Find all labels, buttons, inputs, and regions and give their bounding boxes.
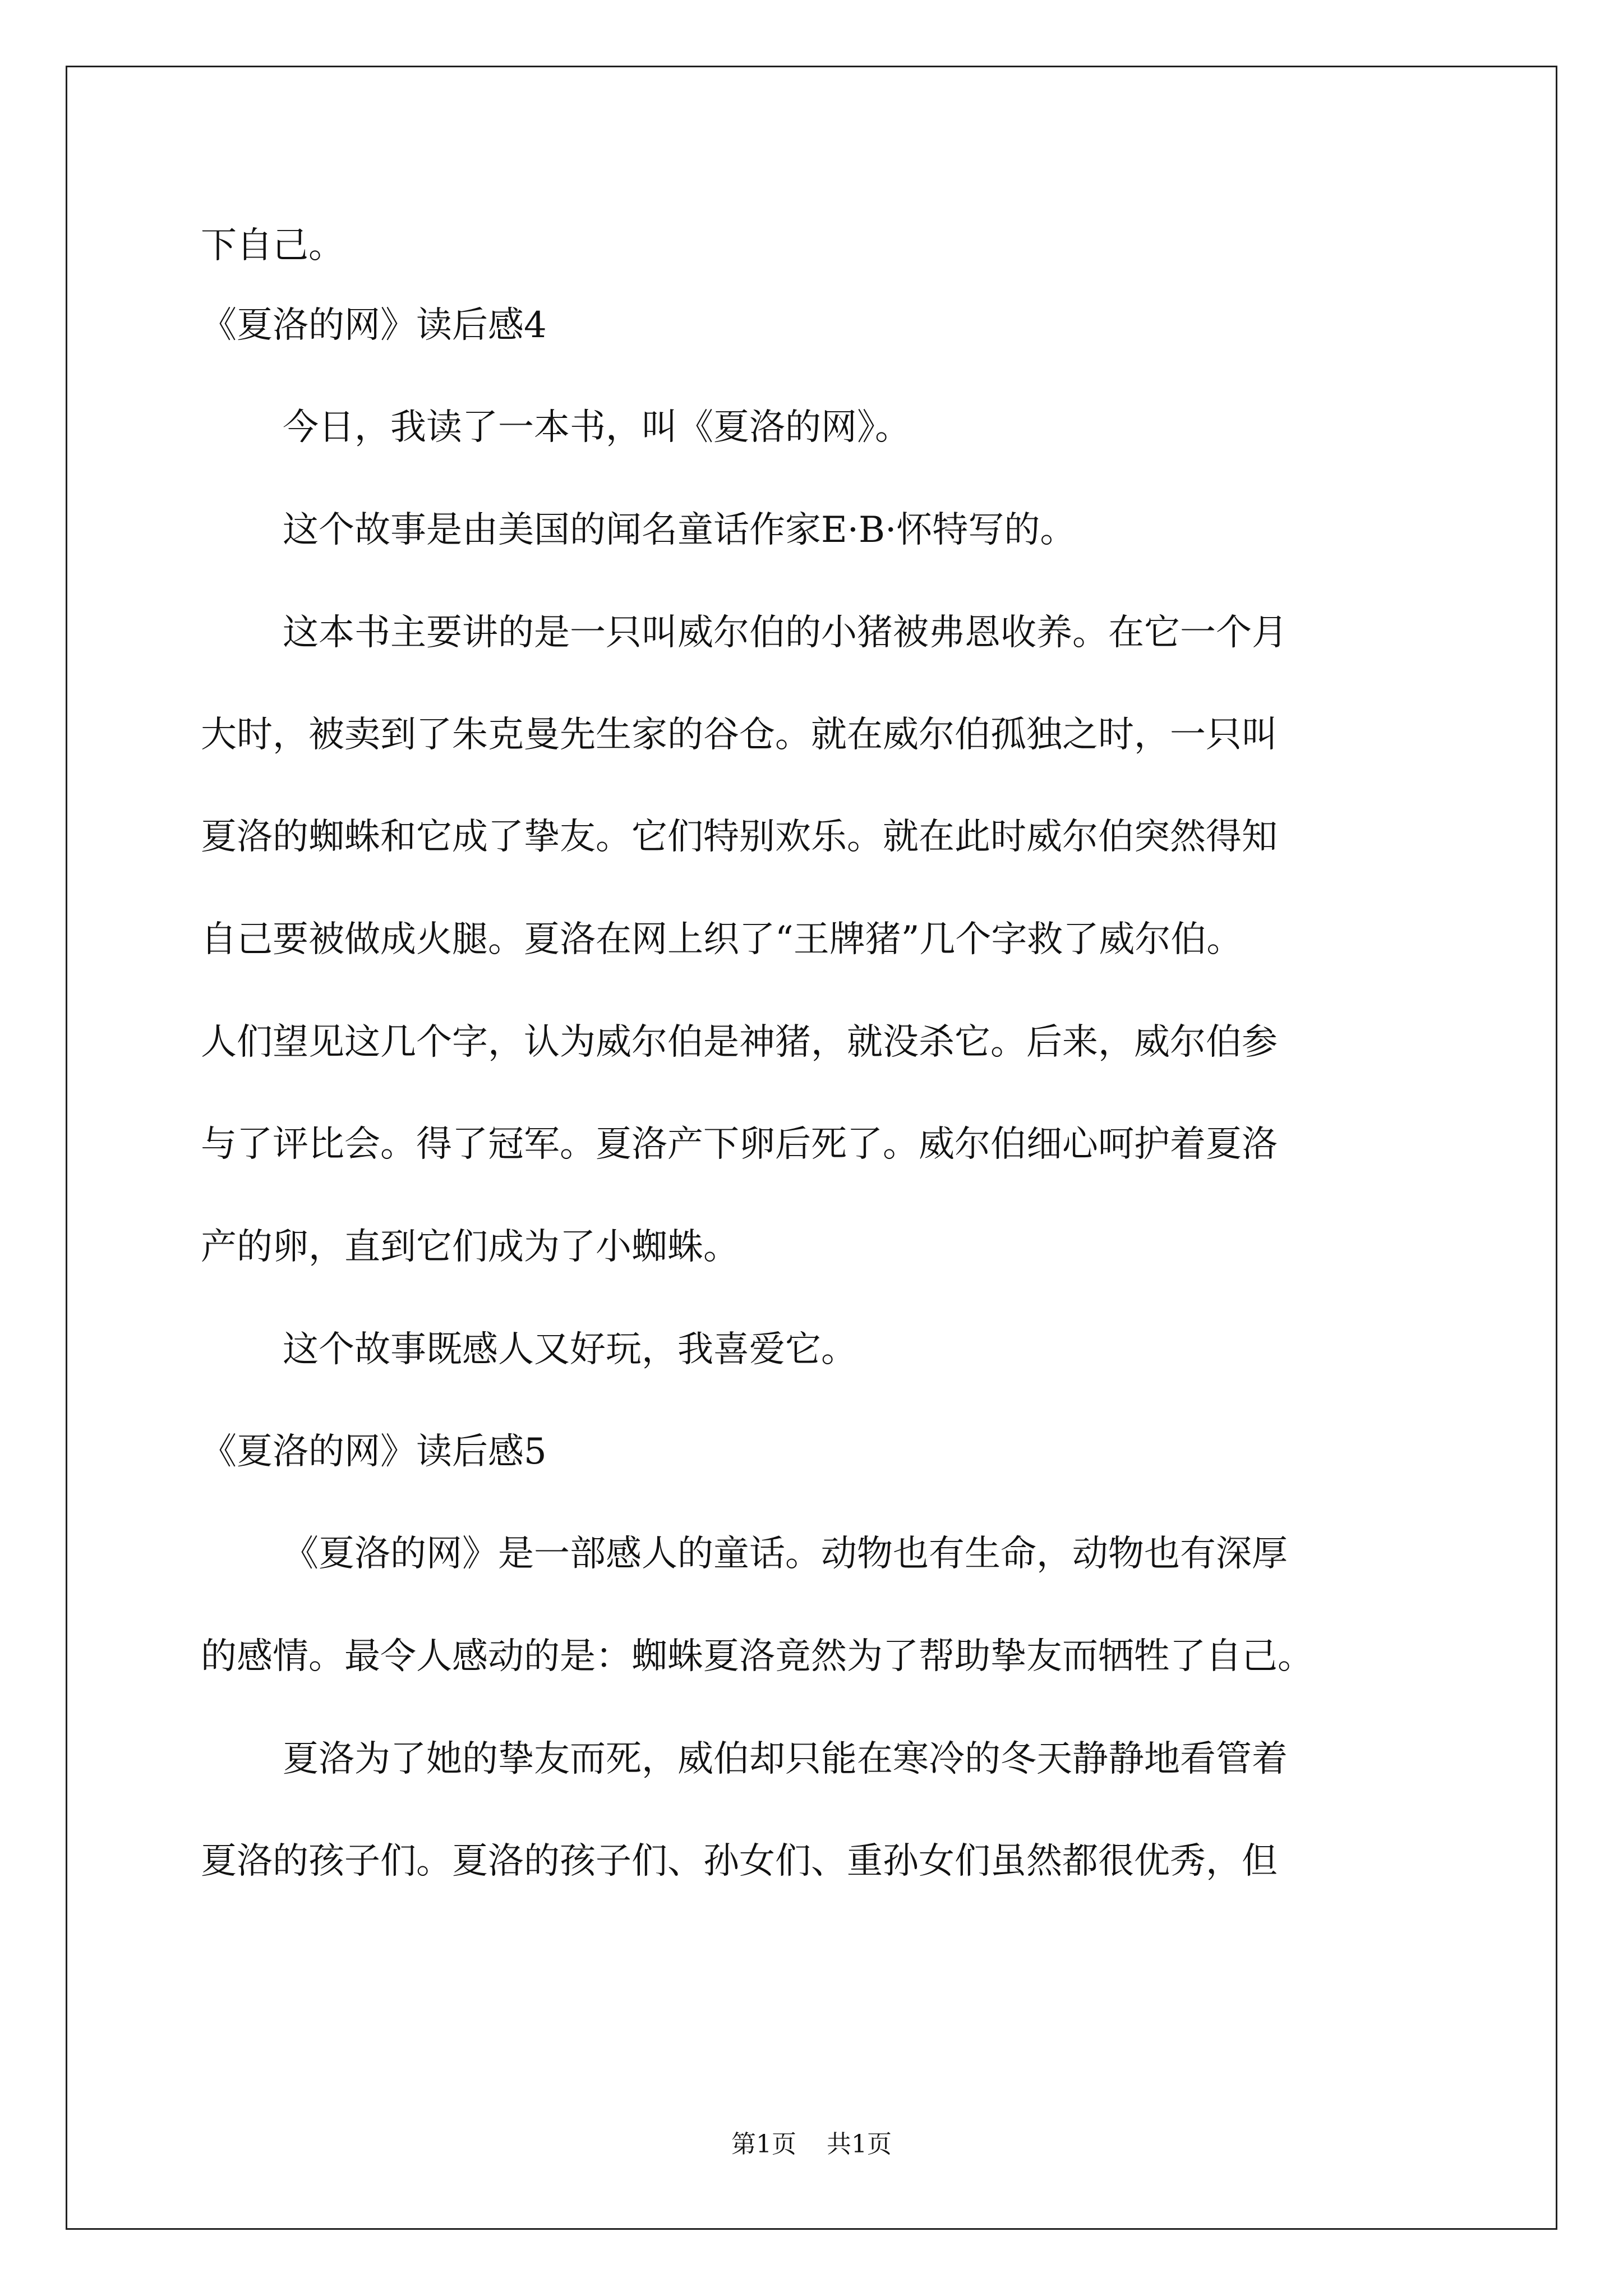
paragraph-line: 产的卵，直到它们成为了小蜘蛛。 [201, 1226, 739, 1268]
page-footer [0, 2129, 1623, 2160]
paragraph-line: 人们望见这几个字，认为威尔伯是神猪，就没杀它。后来，威尔伯参 [201, 1022, 1278, 1063]
paragraph-line: 夏洛的蜘蛛和它成了挚友。它们特别欢乐。就在此时威尔伯突然得知 [201, 816, 1278, 858]
paragraph-line: 这个故事是由美国的闻名童话作家E·B·怀特写的。 [283, 509, 1076, 551]
section-heading: 《夏洛的网》读后感5 [201, 1431, 547, 1473]
paragraph-line: 这本书主要讲的是一只叫威尔伯的小猪被弗恩收养。在它一个月 [283, 612, 1288, 654]
page-number: 第1页 [731, 2130, 796, 2159]
paragraph-line: 夏洛为了她的挚友而死，威伯却只能在寒冷的冬天静静地看管着 [283, 1738, 1288, 1780]
paragraph-line: 与了评比会。得了冠军。夏洛产下卵后死了。威尔伯细心呵护着夏洛 [201, 1124, 1278, 1165]
page-total: 共1页 [827, 2130, 892, 2159]
text-line: 下自己。 [201, 225, 344, 266]
section-heading: 《夏洛的网》读后感4 [201, 305, 547, 346]
paragraph-line: 这个故事既感人又好玩，我喜爱它。 [283, 1329, 857, 1370]
paragraph-line: 《夏洛的网》是一部感人的童话。动物也有生命，动物也有深厚 [283, 1533, 1288, 1575]
paragraph-line: 的感情。最令人感动的是：蜘蛛夏洛竟然为了帮助挚友而牺牲了自己。 [201, 1636, 1313, 1677]
paragraph-line: 大时，被卖到了朱克曼先生家的谷仓。就在威尔伯孤独之时，一只叫 [201, 714, 1278, 756]
paragraph-line: 夏洛的孩子们。夏洛的孩子们、孙女们、重孙女们虽然都很优秀，但 [201, 1841, 1278, 1882]
paragraph-line: 自己要被做成火腿。夏洛在网上织了“王牌猪”几个字救了威尔伯。 [201, 919, 1243, 960]
paragraph-line: 今日，我读了一本书，叫《夏洛的网》。 [283, 407, 911, 448]
